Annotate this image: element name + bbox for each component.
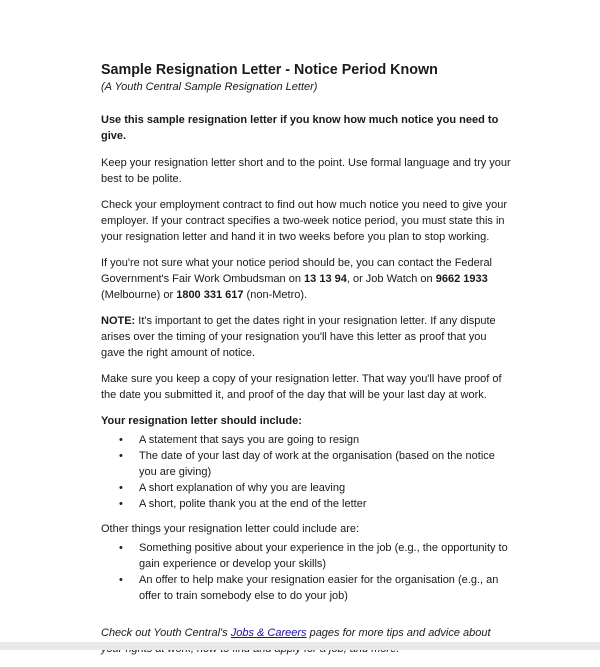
list-item (101, 496, 511, 512)
contacts-text-b: , or Job Watch on (346, 273, 436, 285)
contacts-text-d: (non-Metro). (243, 289, 308, 301)
note-label: NOTE: (101, 315, 136, 327)
list-item (101, 480, 511, 496)
list-item-text: A statement that says you are going to resign (139, 434, 360, 446)
lead-paragraph: Use this sample resignation letter if you know how much notice you need to give. (101, 114, 499, 142)
page-bottom-edge (0, 642, 600, 650)
list-item-text: An offer to help make your resignation easier for the organisation (e.g., an offer to train somebody else to do your job) (139, 574, 499, 602)
note-text: It's important to get the dates right in your resignation letter. If any dispute arises over the timing of your resignation you'll have this letter as proof that you gave the right amount of notice. (101, 315, 496, 359)
document-subtitle: (A Youth Central Sample Resignation Letter) (101, 81, 318, 93)
footer-text-a: Check out Youth Central's (101, 627, 231, 639)
contacts-text-a: If you're not sure what your notice period should be, you can contact the Federal Government's Fair Work Ombudsman on (101, 257, 492, 285)
list-item (101, 572, 511, 604)
list-item-text: The date of your last day of work at the organisation (based on the notice you are giving) (139, 450, 495, 478)
phone-fair-work: 13 13 94 (304, 273, 347, 285)
bullet-icon: • (119, 542, 123, 554)
could-include-heading: Other things your resignation letter could include are: (101, 523, 360, 535)
bullet-icon: • (119, 434, 123, 446)
paragraph-notice-contacts (101, 255, 511, 303)
list-item-text: A short explanation of why you are leaving (139, 482, 346, 494)
bullet-icon: • (119, 482, 123, 494)
could-include-list (101, 540, 511, 604)
note-paragraph (101, 313, 511, 361)
contacts-text-c: (Melbourne) or (101, 289, 177, 301)
bullet-icon: • (119, 574, 123, 586)
footer-note (101, 625, 511, 657)
list-item-text: A short, polite thank you at the end of the letter (139, 498, 367, 510)
should-include-list (101, 432, 511, 512)
jobs-careers-link[interactable]: Jobs & Careers (230, 627, 307, 639)
list-item (101, 540, 511, 572)
paragraph-keep-copy: Make sure you keep a copy of your resignation letter. That way you'll have proof of the date you submitted it, and proof of the day that will be your last day at work. (101, 373, 502, 401)
bullet-icon: • (119, 450, 123, 462)
list-item-text: Something positive about your experience in the job (e.g., the opportunity to gain experience or develop your skills) (139, 542, 508, 570)
paragraph-short-polite: Keep your resignation letter short and to the point. Use formal language and try your best to be polite. (101, 157, 511, 185)
bullet-icon: • (119, 498, 123, 510)
should-include-heading: Your resignation letter should include: (101, 415, 302, 427)
document-title: Sample Resignation Letter - Notice Period Known (101, 62, 438, 78)
list-item (101, 448, 511, 480)
paragraph-contract: Check your employment contract to find out how much notice you need to give your employer. If your contract specifies a two-week notice period, you must state this in your resignation letter and hand it in two weeks before you plan to stop working. (101, 199, 507, 243)
list-item (101, 432, 511, 448)
phone-job-watch-non-metro: 1800 331 617 (176, 289, 244, 301)
footer-text-b: pages for more tips and advice about (309, 627, 491, 639)
document-page (101, 62, 511, 667)
phone-job-watch-melbourne: 9662 1933 (435, 273, 488, 285)
